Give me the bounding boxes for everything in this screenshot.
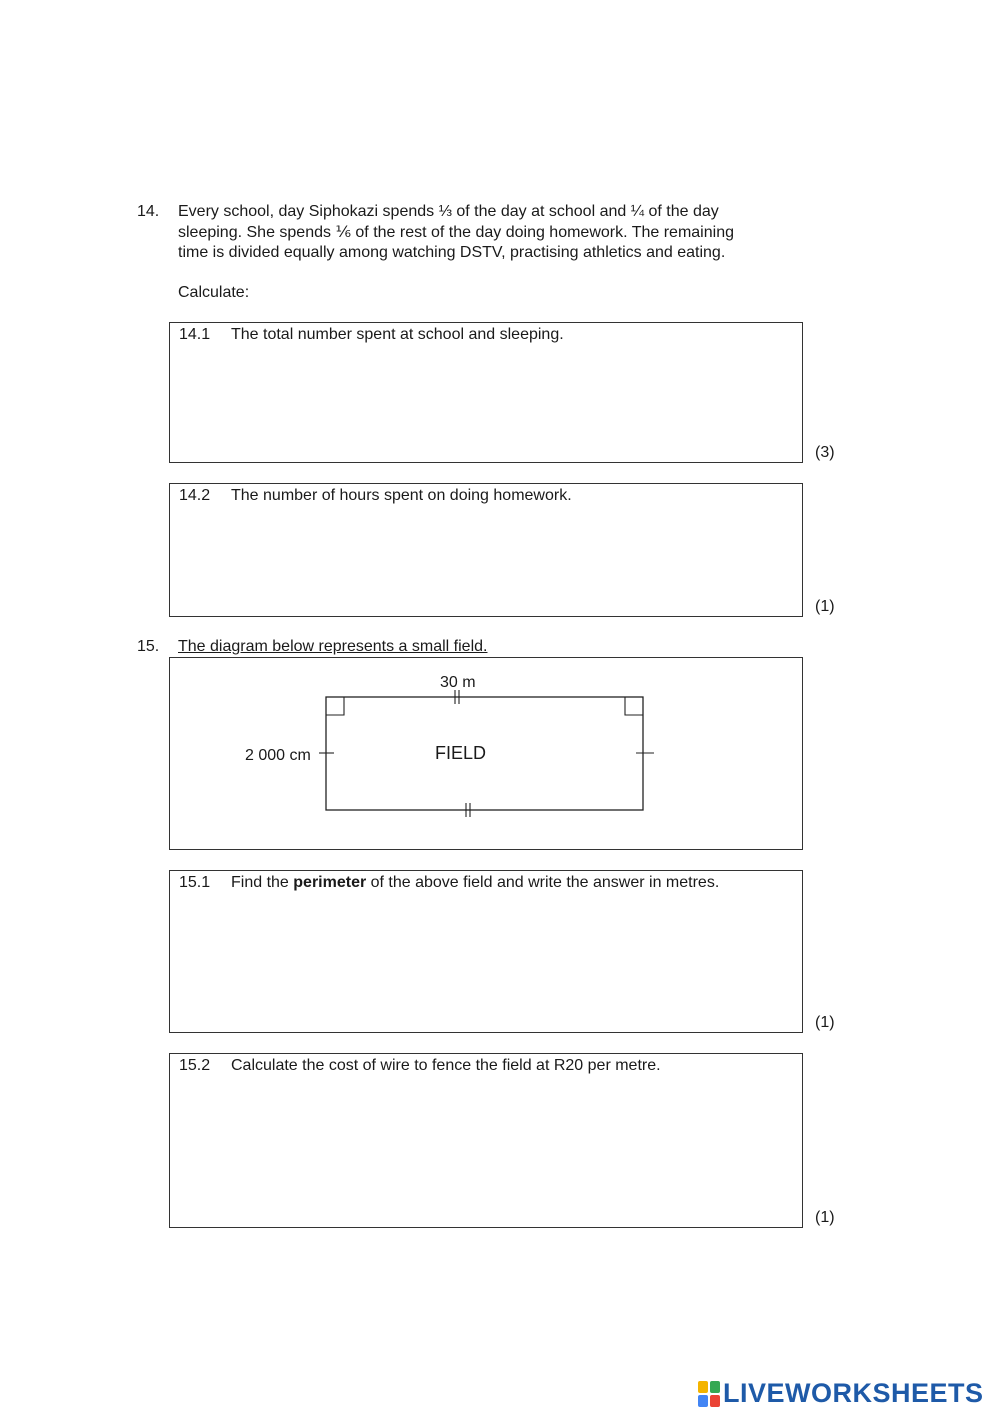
diagram-box [169, 657, 803, 850]
question-14-line-1: Every school, day Siphokazi spends ⅓ of the day at school and ¼ of the day [178, 203, 719, 220]
question-14-2-number: 14.2 [179, 487, 211, 504]
label-field: FIELD [435, 743, 487, 763]
question-15-2-label [179, 1057, 661, 1075]
answer-box-15-1[interactable] [169, 870, 803, 1033]
liveworksheets-logo[interactable] [698, 1378, 984, 1409]
question-15-1-text-before: Find the [231, 874, 294, 891]
question-15-1-bold: perimeter [293, 874, 367, 891]
right-angle-top-left [326, 697, 344, 715]
question-15-number: 15. [137, 638, 160, 655]
marks-15-2: (1) [815, 1209, 835, 1226]
answer-box-14-2[interactable] [169, 483, 803, 617]
right-angle-top-right [625, 697, 643, 715]
liveworksheets-icon [698, 1381, 720, 1407]
question-15-2-text: Calculate the cost of wire to fence the field at R20 per metre. [231, 1057, 661, 1074]
label-top-30m: 30 m [440, 674, 476, 691]
question-15-1-number: 15.1 [179, 874, 211, 891]
question-14-text [178, 202, 818, 264]
liveworksheets-wordmark: LIVEWORKSHEETS [723, 1378, 984, 1408]
answer-box-14-1[interactable] [169, 322, 803, 463]
question-14-1-label [179, 326, 564, 344]
question-14-number: 14. [137, 203, 160, 220]
calculate-label: Calculate: [178, 284, 250, 301]
marks-14-2: (1) [815, 598, 835, 615]
marks-15-1: (1) [815, 1014, 835, 1031]
question-14-line-2: sleeping. She spends ⅙ of the rest of the day doing homework. The remaining [178, 223, 734, 241]
question-14-1-number: 14.1 [179, 326, 211, 343]
marks-14-1: (3) [815, 444, 835, 461]
question-14-line-3: time is divided equally among watching DSTV, practising athletics and eating. [178, 244, 726, 261]
label-side-2000cm: 2 000 cm [245, 747, 311, 764]
question-15-text: The diagram below represents a small field. [178, 638, 488, 655]
field-diagram [170, 658, 802, 849]
question-15-1-text-after: of the above field and write the answer in metres. [366, 874, 720, 891]
question-15-1-label [179, 874, 719, 892]
question-14-1-text: The total number spent at school and sleeping. [231, 326, 564, 343]
answer-box-15-2[interactable] [169, 1053, 803, 1228]
question-14-2-text: The number of hours spent on doing homework. [231, 487, 572, 504]
question-15-2-number: 15.2 [179, 1057, 211, 1074]
question-14-2-label [179, 487, 572, 505]
